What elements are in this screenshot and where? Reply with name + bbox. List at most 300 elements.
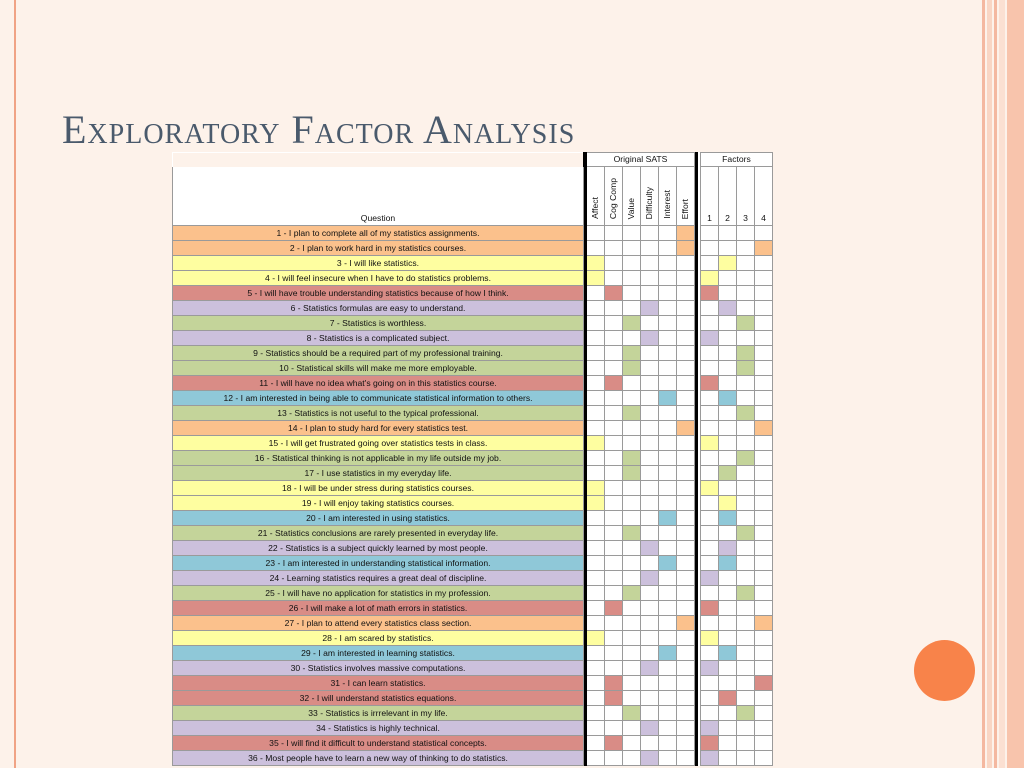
sats-cell xyxy=(605,481,623,496)
table-row xyxy=(173,556,773,571)
table-row xyxy=(173,451,773,466)
factor-cell xyxy=(737,511,755,526)
sats-cell xyxy=(677,646,695,661)
factor-cell xyxy=(701,541,719,556)
sats-cell xyxy=(659,646,677,661)
sats-cell xyxy=(587,631,605,646)
sats-cell xyxy=(641,376,659,391)
sats-cell xyxy=(587,691,605,706)
sats-cell xyxy=(623,661,641,676)
sats-cell xyxy=(677,346,695,361)
factor-cell xyxy=(755,706,773,721)
table-row xyxy=(173,751,773,766)
question-cell: 14 - I plan to study hard for every statistics test. xyxy=(173,421,584,436)
sats-cell xyxy=(659,271,677,286)
factor-cell xyxy=(701,631,719,646)
sats-cell xyxy=(677,226,695,241)
factor-cell xyxy=(737,586,755,601)
original-sats-header: Original SATS xyxy=(587,153,695,167)
factor-cell xyxy=(737,361,755,376)
factor-cell xyxy=(701,721,719,736)
sats-cell xyxy=(623,406,641,421)
factor-cell xyxy=(737,466,755,481)
factor-cell xyxy=(719,631,737,646)
factor-cell xyxy=(719,346,737,361)
sats-cell xyxy=(605,466,623,481)
factor-cell xyxy=(701,286,719,301)
factor-cell xyxy=(755,436,773,451)
sats-cell xyxy=(659,661,677,676)
factor-4-header: 4 xyxy=(755,167,773,226)
question-cell: 10 - Statistical skills will make me more employable. xyxy=(173,361,584,376)
factor-cell xyxy=(755,361,773,376)
sats-cell xyxy=(587,286,605,301)
sats-cell xyxy=(605,226,623,241)
question-cell: 11 - I will have no idea what's going on in this statistics course. xyxy=(173,376,584,391)
factor-cell xyxy=(755,406,773,421)
factor-cell xyxy=(737,241,755,256)
sats-cell xyxy=(659,241,677,256)
factor-cell xyxy=(719,421,737,436)
factor-cell xyxy=(755,496,773,511)
factor-cell xyxy=(737,571,755,586)
column-header-row xyxy=(173,167,773,226)
sats-cell xyxy=(623,391,641,406)
sats-cell xyxy=(659,421,677,436)
sats-cell xyxy=(677,421,695,436)
factor-cell xyxy=(755,586,773,601)
sats-cell xyxy=(641,496,659,511)
sats-cell xyxy=(587,226,605,241)
sats-cell xyxy=(605,496,623,511)
factor-cell xyxy=(737,256,755,271)
factor-cell xyxy=(737,541,755,556)
sats-cell xyxy=(641,466,659,481)
sats-cell xyxy=(641,436,659,451)
sats-cell xyxy=(587,721,605,736)
sats-cell xyxy=(605,316,623,331)
sats-cell xyxy=(641,526,659,541)
sats-cell xyxy=(677,481,695,496)
table-row xyxy=(173,616,773,631)
sats-cell xyxy=(587,331,605,346)
factor-cell xyxy=(701,241,719,256)
sats-cell xyxy=(659,481,677,496)
table-row xyxy=(173,736,773,751)
sats-cell xyxy=(659,226,677,241)
sats-cell xyxy=(623,631,641,646)
sats-cell xyxy=(641,631,659,646)
sats-cell xyxy=(623,256,641,271)
sats-cell xyxy=(587,586,605,601)
table-row xyxy=(173,301,773,316)
question-cell: 18 - I will be under stress during statistics courses. xyxy=(173,481,584,496)
sats-cell xyxy=(659,556,677,571)
sats-cell xyxy=(605,451,623,466)
sats-cell xyxy=(623,301,641,316)
sats-cell xyxy=(659,526,677,541)
factor-cell xyxy=(737,226,755,241)
sats-cell xyxy=(623,526,641,541)
sats-cell xyxy=(677,541,695,556)
factor-cell xyxy=(719,406,737,421)
factor-cell xyxy=(737,691,755,706)
sats-cell xyxy=(605,361,623,376)
sats-cell xyxy=(587,556,605,571)
sats-cell xyxy=(677,451,695,466)
sats-cell xyxy=(605,286,623,301)
factor-cell xyxy=(719,526,737,541)
factor-cell xyxy=(737,346,755,361)
sats-cell xyxy=(659,301,677,316)
sats-cell xyxy=(659,631,677,646)
sats-cell xyxy=(659,571,677,586)
sats-cell xyxy=(605,541,623,556)
table-row xyxy=(173,226,773,241)
sats-cell xyxy=(623,571,641,586)
sats-cell xyxy=(677,526,695,541)
effort-header: Effort xyxy=(677,167,695,226)
table-row xyxy=(173,691,773,706)
sats-cell xyxy=(587,661,605,676)
sats-cell xyxy=(659,541,677,556)
factor-cell xyxy=(719,241,737,256)
sats-cell xyxy=(623,421,641,436)
sats-cell xyxy=(605,391,623,406)
factor-cell xyxy=(701,406,719,421)
factor-cell xyxy=(737,496,755,511)
factor-cell xyxy=(737,676,755,691)
factor-cell xyxy=(737,316,755,331)
sats-cell xyxy=(677,706,695,721)
factor-cell xyxy=(737,421,755,436)
factor-cell xyxy=(719,361,737,376)
sats-cell xyxy=(587,241,605,256)
sats-cell xyxy=(641,301,659,316)
factor-cell xyxy=(755,301,773,316)
table-row xyxy=(173,601,773,616)
sats-cell xyxy=(677,496,695,511)
sats-cell xyxy=(623,331,641,346)
factor-cell xyxy=(701,481,719,496)
question-cell: 35 - I will find it difficult to understand statistical concepts. xyxy=(173,736,584,751)
sats-cell xyxy=(677,661,695,676)
factor-cell xyxy=(737,376,755,391)
sats-cell xyxy=(605,331,623,346)
factor-cell xyxy=(755,481,773,496)
factor-cell xyxy=(755,646,773,661)
factor-cell xyxy=(755,631,773,646)
question-cell: 26 - I will make a lot of math errors in statistics. xyxy=(173,601,584,616)
cog-comp-header: Cog Comp xyxy=(605,167,623,226)
sats-cell xyxy=(641,226,659,241)
table-row xyxy=(173,631,773,646)
sats-cell xyxy=(605,436,623,451)
sats-cell xyxy=(623,226,641,241)
sats-cell xyxy=(659,496,677,511)
factor-cell xyxy=(719,586,737,601)
sats-cell xyxy=(587,406,605,421)
sats-cell xyxy=(641,736,659,751)
factor-cell xyxy=(719,511,737,526)
factor-cell xyxy=(701,451,719,466)
sats-cell xyxy=(605,571,623,586)
question-cell: 21 - Statistics conclusions are rarely presented in everyday life. xyxy=(173,526,584,541)
factor-cell xyxy=(755,241,773,256)
sats-cell xyxy=(623,241,641,256)
sats-cell xyxy=(605,346,623,361)
question-header: Question xyxy=(173,167,584,226)
factor-cell xyxy=(719,616,737,631)
factor-cell xyxy=(701,496,719,511)
sats-cell xyxy=(659,466,677,481)
sats-cell xyxy=(623,511,641,526)
right-border-stripe-1 xyxy=(982,0,985,768)
factor-cell xyxy=(737,286,755,301)
sats-cell xyxy=(587,511,605,526)
factor-cell xyxy=(701,421,719,436)
slide-title: Exploratory Factor Analysis xyxy=(62,107,576,152)
question-cell: 13 - Statistics is not useful to the typical professional. xyxy=(173,406,584,421)
factor-cell xyxy=(737,301,755,316)
table-row xyxy=(173,586,773,601)
question-cell: 20 - I am interested in using statistics. xyxy=(173,511,584,526)
right-border-stripe-2 xyxy=(987,0,992,768)
sats-cell xyxy=(605,421,623,436)
factor-table-body xyxy=(173,153,773,766)
sats-cell xyxy=(623,436,641,451)
table-row xyxy=(173,421,773,436)
question-cell: 19 - I will enjoy taking statistics courses. xyxy=(173,496,584,511)
sats-cell xyxy=(641,451,659,466)
sats-cell xyxy=(623,646,641,661)
factor-cell xyxy=(737,616,755,631)
question-cell: 12 - I am interested in being able to communicate statistical information to others. xyxy=(173,391,584,406)
question-cell: 31 - I can learn statistics. xyxy=(173,676,584,691)
table-row xyxy=(173,541,773,556)
sats-cell xyxy=(659,436,677,451)
question-cell: 15 - I will get frustrated going over statistics tests in class. xyxy=(173,436,584,451)
factor-cell xyxy=(701,691,719,706)
factor-cell xyxy=(719,661,737,676)
sats-cell xyxy=(677,751,695,766)
sats-cell xyxy=(623,616,641,631)
question-cell: 5 - I will have trouble understanding statistics because of how I think. xyxy=(173,286,584,301)
header-blank xyxy=(173,153,584,167)
factor-cell xyxy=(755,676,773,691)
factor-cell xyxy=(755,616,773,631)
table-row xyxy=(173,571,773,586)
table-row xyxy=(173,271,773,286)
sats-cell xyxy=(659,316,677,331)
factor-cell xyxy=(755,331,773,346)
sats-cell xyxy=(641,691,659,706)
table-row xyxy=(173,361,773,376)
table-row xyxy=(173,706,773,721)
sats-cell xyxy=(641,241,659,256)
sats-cell xyxy=(659,391,677,406)
factor-cell xyxy=(755,736,773,751)
decorative-circle xyxy=(914,640,975,701)
sats-cell xyxy=(587,301,605,316)
factor-cell xyxy=(737,481,755,496)
sats-cell xyxy=(659,676,677,691)
sats-cell xyxy=(641,286,659,301)
factor-cell xyxy=(701,706,719,721)
sats-cell xyxy=(605,661,623,676)
factor-cell xyxy=(737,751,755,766)
sats-cell xyxy=(677,631,695,646)
question-cell: 24 - Learning statistics requires a great deal of discipline. xyxy=(173,571,584,586)
table-row xyxy=(173,331,773,346)
table-row xyxy=(173,676,773,691)
sats-cell xyxy=(605,556,623,571)
sats-cell xyxy=(641,571,659,586)
sats-cell xyxy=(587,676,605,691)
difficulty-header: Difficulty xyxy=(641,167,659,226)
factor-cell xyxy=(701,301,719,316)
factor-cell xyxy=(737,406,755,421)
sats-cell xyxy=(605,736,623,751)
factor-cell xyxy=(755,376,773,391)
sats-cell xyxy=(623,496,641,511)
sats-cell xyxy=(587,541,605,556)
factor-table xyxy=(172,152,773,766)
factor-cell xyxy=(719,226,737,241)
factor-cell xyxy=(701,661,719,676)
sats-cell xyxy=(587,736,605,751)
table-row xyxy=(173,721,773,736)
sats-cell xyxy=(641,316,659,331)
sats-cell xyxy=(677,616,695,631)
factor-cell xyxy=(755,391,773,406)
question-cell: 16 - Statistical thinking is not applicable in my life outside my job. xyxy=(173,451,584,466)
sats-cell xyxy=(641,391,659,406)
sats-cell xyxy=(587,436,605,451)
sats-cell xyxy=(641,706,659,721)
sats-cell xyxy=(677,736,695,751)
sats-cell xyxy=(659,256,677,271)
sats-cell xyxy=(641,481,659,496)
factor-cell xyxy=(755,661,773,676)
sats-cell xyxy=(587,421,605,436)
sats-cell xyxy=(641,361,659,376)
factor-cell xyxy=(755,421,773,436)
sats-cell xyxy=(641,421,659,436)
question-cell: 23 - I am interested in understanding statistical information. xyxy=(173,556,584,571)
table-row xyxy=(173,436,773,451)
factor-cell xyxy=(719,391,737,406)
factor-cell xyxy=(701,526,719,541)
sats-cell xyxy=(677,316,695,331)
question-cell: 6 - Statistics formulas are easy to understand. xyxy=(173,301,584,316)
factor-cell xyxy=(755,316,773,331)
question-cell: 33 - Statistics is irrrelevant in my life. xyxy=(173,706,584,721)
sats-cell xyxy=(659,376,677,391)
factor-cell xyxy=(701,601,719,616)
sats-cell xyxy=(641,556,659,571)
table-row xyxy=(173,286,773,301)
question-cell: 28 - I am scared by statistics. xyxy=(173,631,584,646)
sats-cell xyxy=(641,601,659,616)
sats-cell xyxy=(623,286,641,301)
factor-cell xyxy=(719,451,737,466)
factor-cell xyxy=(701,736,719,751)
factor-cell xyxy=(755,346,773,361)
factor-cell xyxy=(701,466,719,481)
sats-cell xyxy=(641,346,659,361)
sats-cell xyxy=(641,661,659,676)
sats-cell xyxy=(641,721,659,736)
factor-3-header: 3 xyxy=(737,167,755,226)
sats-cell xyxy=(641,646,659,661)
sats-cell xyxy=(587,376,605,391)
factor-cell xyxy=(755,451,773,466)
question-cell: 34 - Statistics is highly technical. xyxy=(173,721,584,736)
sats-cell xyxy=(623,316,641,331)
sats-cell xyxy=(641,511,659,526)
sats-cell xyxy=(677,301,695,316)
sats-cell xyxy=(641,541,659,556)
factor-cell xyxy=(755,526,773,541)
sats-cell xyxy=(605,526,623,541)
factor-cell xyxy=(719,691,737,706)
sats-cell xyxy=(677,586,695,601)
factor-cell xyxy=(719,286,737,301)
factor-cell xyxy=(701,556,719,571)
sats-cell xyxy=(677,331,695,346)
table-row xyxy=(173,511,773,526)
question-cell: 30 - Statistics involves massive computations. xyxy=(173,661,584,676)
sats-cell xyxy=(587,466,605,481)
table-row xyxy=(173,661,773,676)
question-cell: 7 - Statistics is worthless. xyxy=(173,316,584,331)
factor-2-header: 2 xyxy=(719,167,737,226)
factor-cell xyxy=(719,571,737,586)
factor-cell xyxy=(755,256,773,271)
factor-cell xyxy=(719,436,737,451)
table-row xyxy=(173,256,773,271)
sats-cell xyxy=(641,256,659,271)
sats-cell xyxy=(641,331,659,346)
sats-cell xyxy=(659,346,677,361)
factor-cell xyxy=(737,736,755,751)
sats-cell xyxy=(659,721,677,736)
question-cell: 4 - I will feel insecure when I have to do statistics problems. xyxy=(173,271,584,286)
factor-cell xyxy=(755,556,773,571)
table-row xyxy=(173,496,773,511)
factor-cell xyxy=(701,391,719,406)
value-header: Value xyxy=(623,167,641,226)
sats-cell xyxy=(659,601,677,616)
factor-cell xyxy=(719,466,737,481)
factor-cell xyxy=(719,331,737,346)
factor-cell xyxy=(737,646,755,661)
sats-cell xyxy=(659,751,677,766)
factor-cell xyxy=(737,601,755,616)
interest-header: Interest xyxy=(659,167,677,226)
factor-cell xyxy=(755,511,773,526)
sats-cell xyxy=(605,256,623,271)
sats-cell xyxy=(605,751,623,766)
sats-cell xyxy=(641,751,659,766)
factor-cell xyxy=(701,361,719,376)
factor-cell xyxy=(755,691,773,706)
right-border-stripe-3 xyxy=(994,0,997,768)
factor-cell xyxy=(737,331,755,346)
factor-cell xyxy=(737,556,755,571)
sats-cell xyxy=(623,691,641,706)
